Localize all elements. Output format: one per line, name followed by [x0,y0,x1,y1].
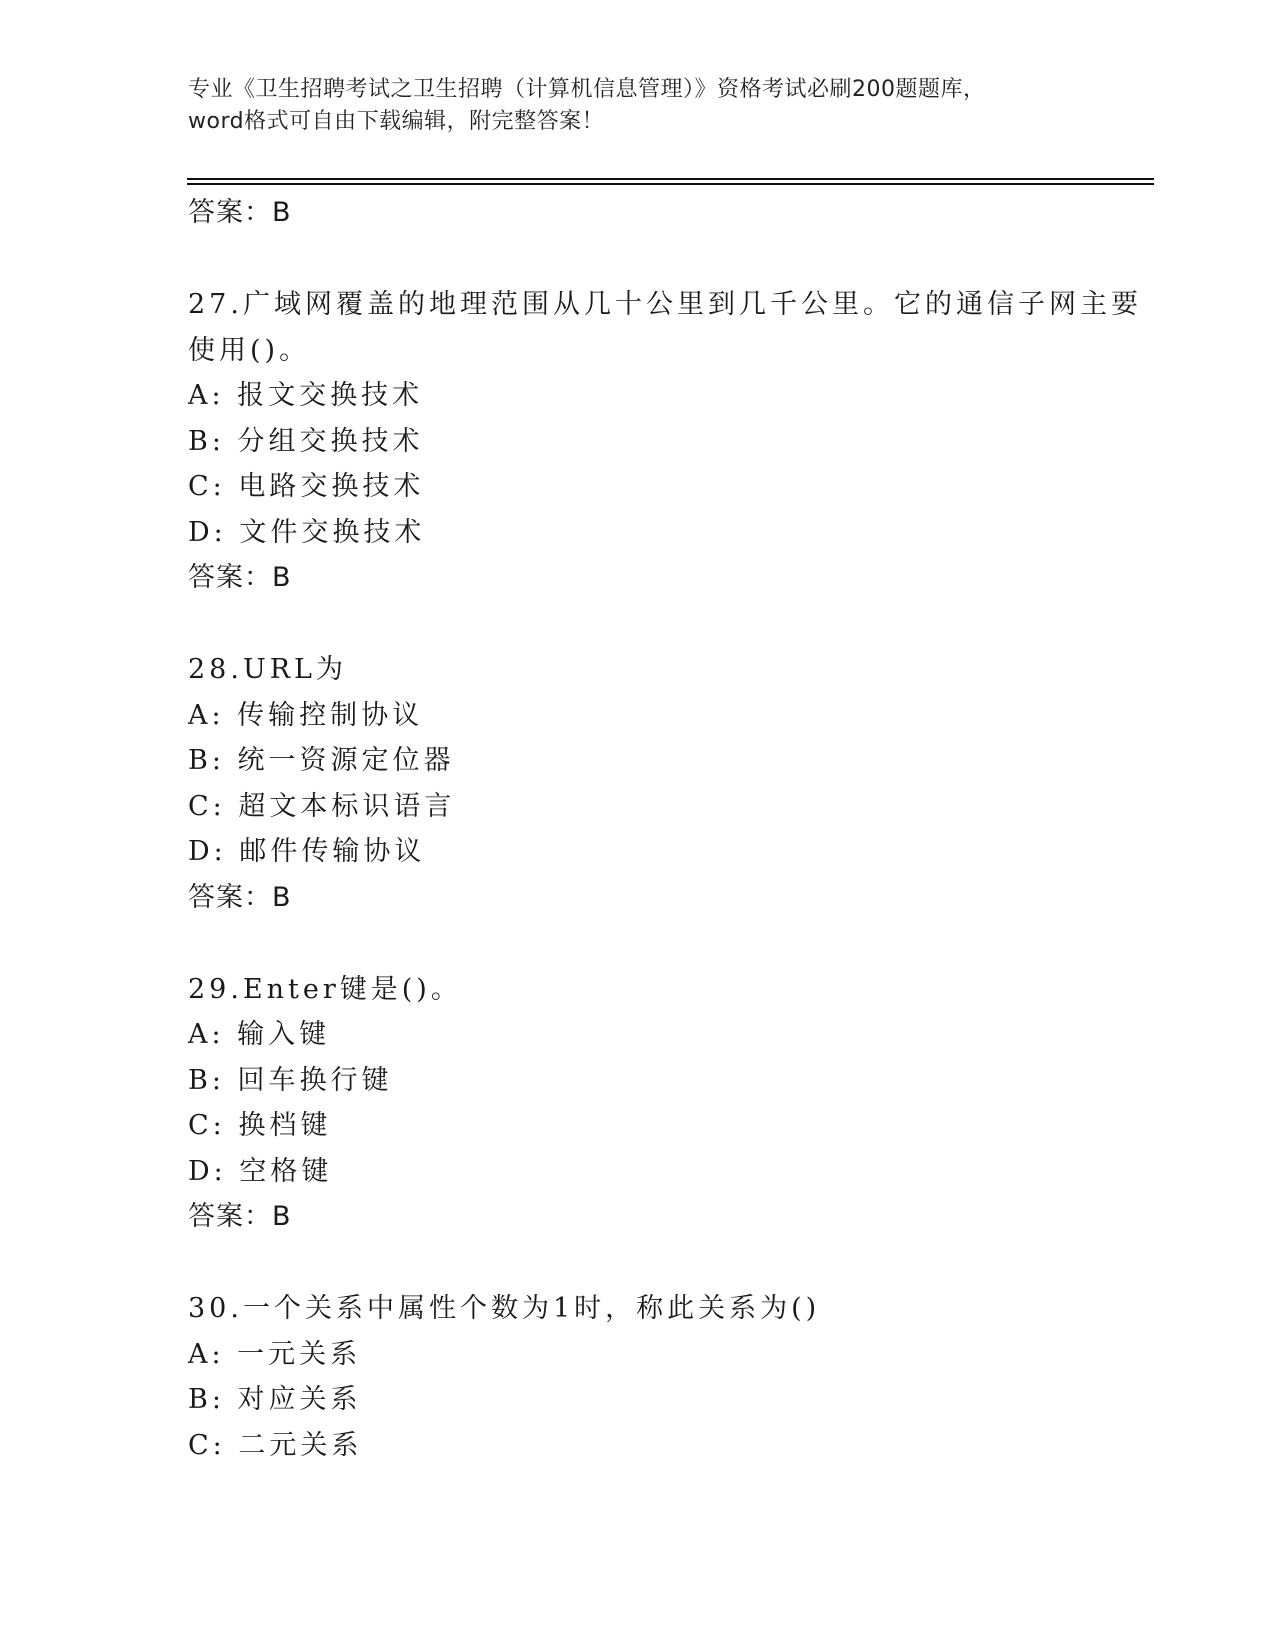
header-divider-top [187,178,1154,180]
question-stem: 28.URL为 [188,654,347,685]
spacer [188,601,1128,647]
document-header [188,74,1088,138]
spacer [188,236,1128,282]
option-c: C: 电路交换技术 [188,471,425,502]
question-30 [188,1286,1128,1468]
spacer [188,921,1128,967]
option-d: D: 空格键 [188,1155,333,1187]
option-a: A: 传输控制协议 [188,699,424,731]
question-list [188,190,1142,1468]
option-b: B: 对应关系 [188,1384,362,1415]
option-b: B: 分组交换技术 [188,425,424,457]
option-c: C: 超文本标识语言 [188,790,456,822]
question-stem-continued: 使用()。 [188,334,311,366]
option-c: C: 二元关系 [188,1429,363,1461]
spacer [188,1240,1128,1286]
option-b: B: 统一资源定位器 [188,745,455,776]
header-line-1: 专业《卫生招聘考试之卫生招聘（计算机信息管理）》资格考试必刷200题题库， [188,77,986,102]
question-stem: 27.广域网覆盖的地理范围从几十公里到几千公里。它的通信子网主要 [188,289,1142,320]
answer: 答案：B [188,562,292,593]
option-a: A: 一元关系 [188,1338,362,1370]
question-stem: 30.一个关系中属性个数为1时，称此关系为() [188,1293,821,1324]
option-d: D: 文件交换技术 [188,516,426,548]
header-line-2: word格式可自由下载编辑，附完整答案！ [188,109,605,134]
answer: 答案：B [188,881,292,913]
option-c: C: 换档键 [188,1110,332,1141]
question-29 [188,967,1128,1241]
question-27 [188,282,1142,601]
question-28 [188,647,1128,921]
option-a: A: 报文交换技术 [188,380,424,411]
previous-answer: 答案：B [188,197,292,228]
question-stem: 29.Enter键是()。 [188,973,462,1005]
option-b: B: 回车换行键 [188,1064,393,1096]
answer: 答案：B [188,1201,292,1232]
option-a: A: 输入键 [188,1019,331,1050]
header-divider-bottom [187,183,1154,185]
option-d: D: 邮件传输协议 [188,836,426,867]
